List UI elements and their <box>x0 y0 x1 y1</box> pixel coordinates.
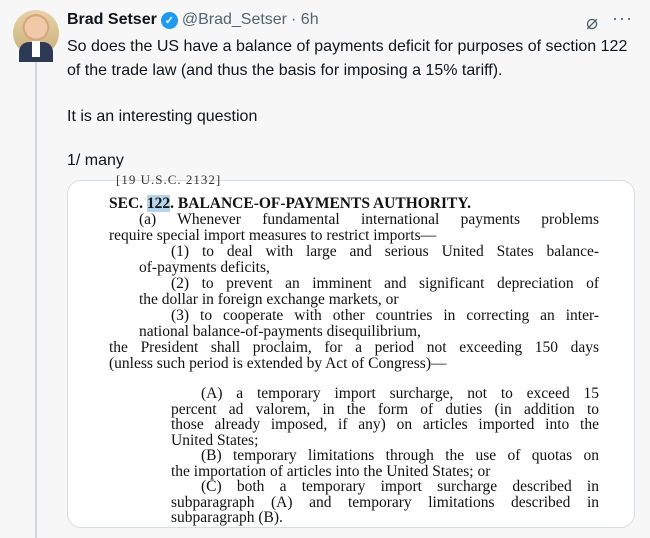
author-handle[interactable]: @Brad_Setser <box>181 11 288 28</box>
tweet-line: It is an interesting question <box>67 108 258 125</box>
subparagraphs <box>171 386 599 526</box>
doc-line: require special import measures to restrict imports— <box>109 227 437 244</box>
doc-line: (a) Whenever fundamental international payments problems <box>139 211 599 228</box>
doc-line: (A) a temporary import surcharge, not to exceed 15 <box>201 385 599 402</box>
tweet-line: So does the US have a balance of payments deficit for purposes of section 122 of the trade law (and thus the basis for imposing a 15% tariff). <box>67 38 628 79</box>
grok-icon[interactable]: ⌀ <box>586 12 599 34</box>
doc-line: subparagraph (A) and temporary limitations described in <box>171 493 599 511</box>
doc-line: (C) both a temporary import surcharge described in <box>201 478 599 495</box>
doc-line: the importation of articles into the United States; or <box>171 462 491 480</box>
doc-line: those already imposed, if any) on articles imported into the <box>171 416 599 433</box>
doc-line: the dollar in foreign exchange markets, or <box>139 291 399 308</box>
avatar[interactable] <box>13 10 59 56</box>
tweet-header <box>67 11 319 29</box>
doc-line: (B) temporary limitations through the use of quotas on <box>201 447 599 464</box>
doc-line: percent ad valorem, in the form of duties (in addition to <box>171 400 599 418</box>
doc-line: (3) to cooperate with other countries in correcting an inter- <box>171 307 599 324</box>
doc-line: subparagraph (B). <box>171 509 283 526</box>
section-heading: SEC. 122. BALANCE-OF-PAYMENTS AUTHORITY. <box>109 195 472 212</box>
doc-line: (1) to deal with large and serious United States balance- <box>171 243 599 260</box>
doc-line: (2) to prevent an imminent and significant depreciation of <box>171 275 599 292</box>
tweet-text <box>67 35 637 172</box>
author-name[interactable]: Brad Setser <box>67 11 157 28</box>
more-icon[interactable]: ··· <box>612 8 633 28</box>
doc-line: United States; <box>171 431 259 449</box>
doc-line: of-payments deficits, <box>139 259 270 276</box>
attached-image[interactable] <box>67 172 635 528</box>
doc-line: national balance-of-payments disequilibrium, <box>139 323 421 340</box>
doc-line: the President shall proclaim, for a period not exceeding 150 days <box>109 339 599 356</box>
thread-line <box>35 62 37 538</box>
law-text <box>109 196 599 526</box>
tweet-line: 1/ many <box>67 151 124 169</box>
timestamp[interactable]: · 6h <box>291 11 319 28</box>
cut-header: [19 U.S.C. 2132] <box>116 172 222 187</box>
verified-badge-icon: ✓ <box>161 12 178 29</box>
highlighted-section-number: 122 <box>146 195 171 212</box>
doc-line: (unless such period is extended by Act of Congress)— <box>109 355 447 372</box>
